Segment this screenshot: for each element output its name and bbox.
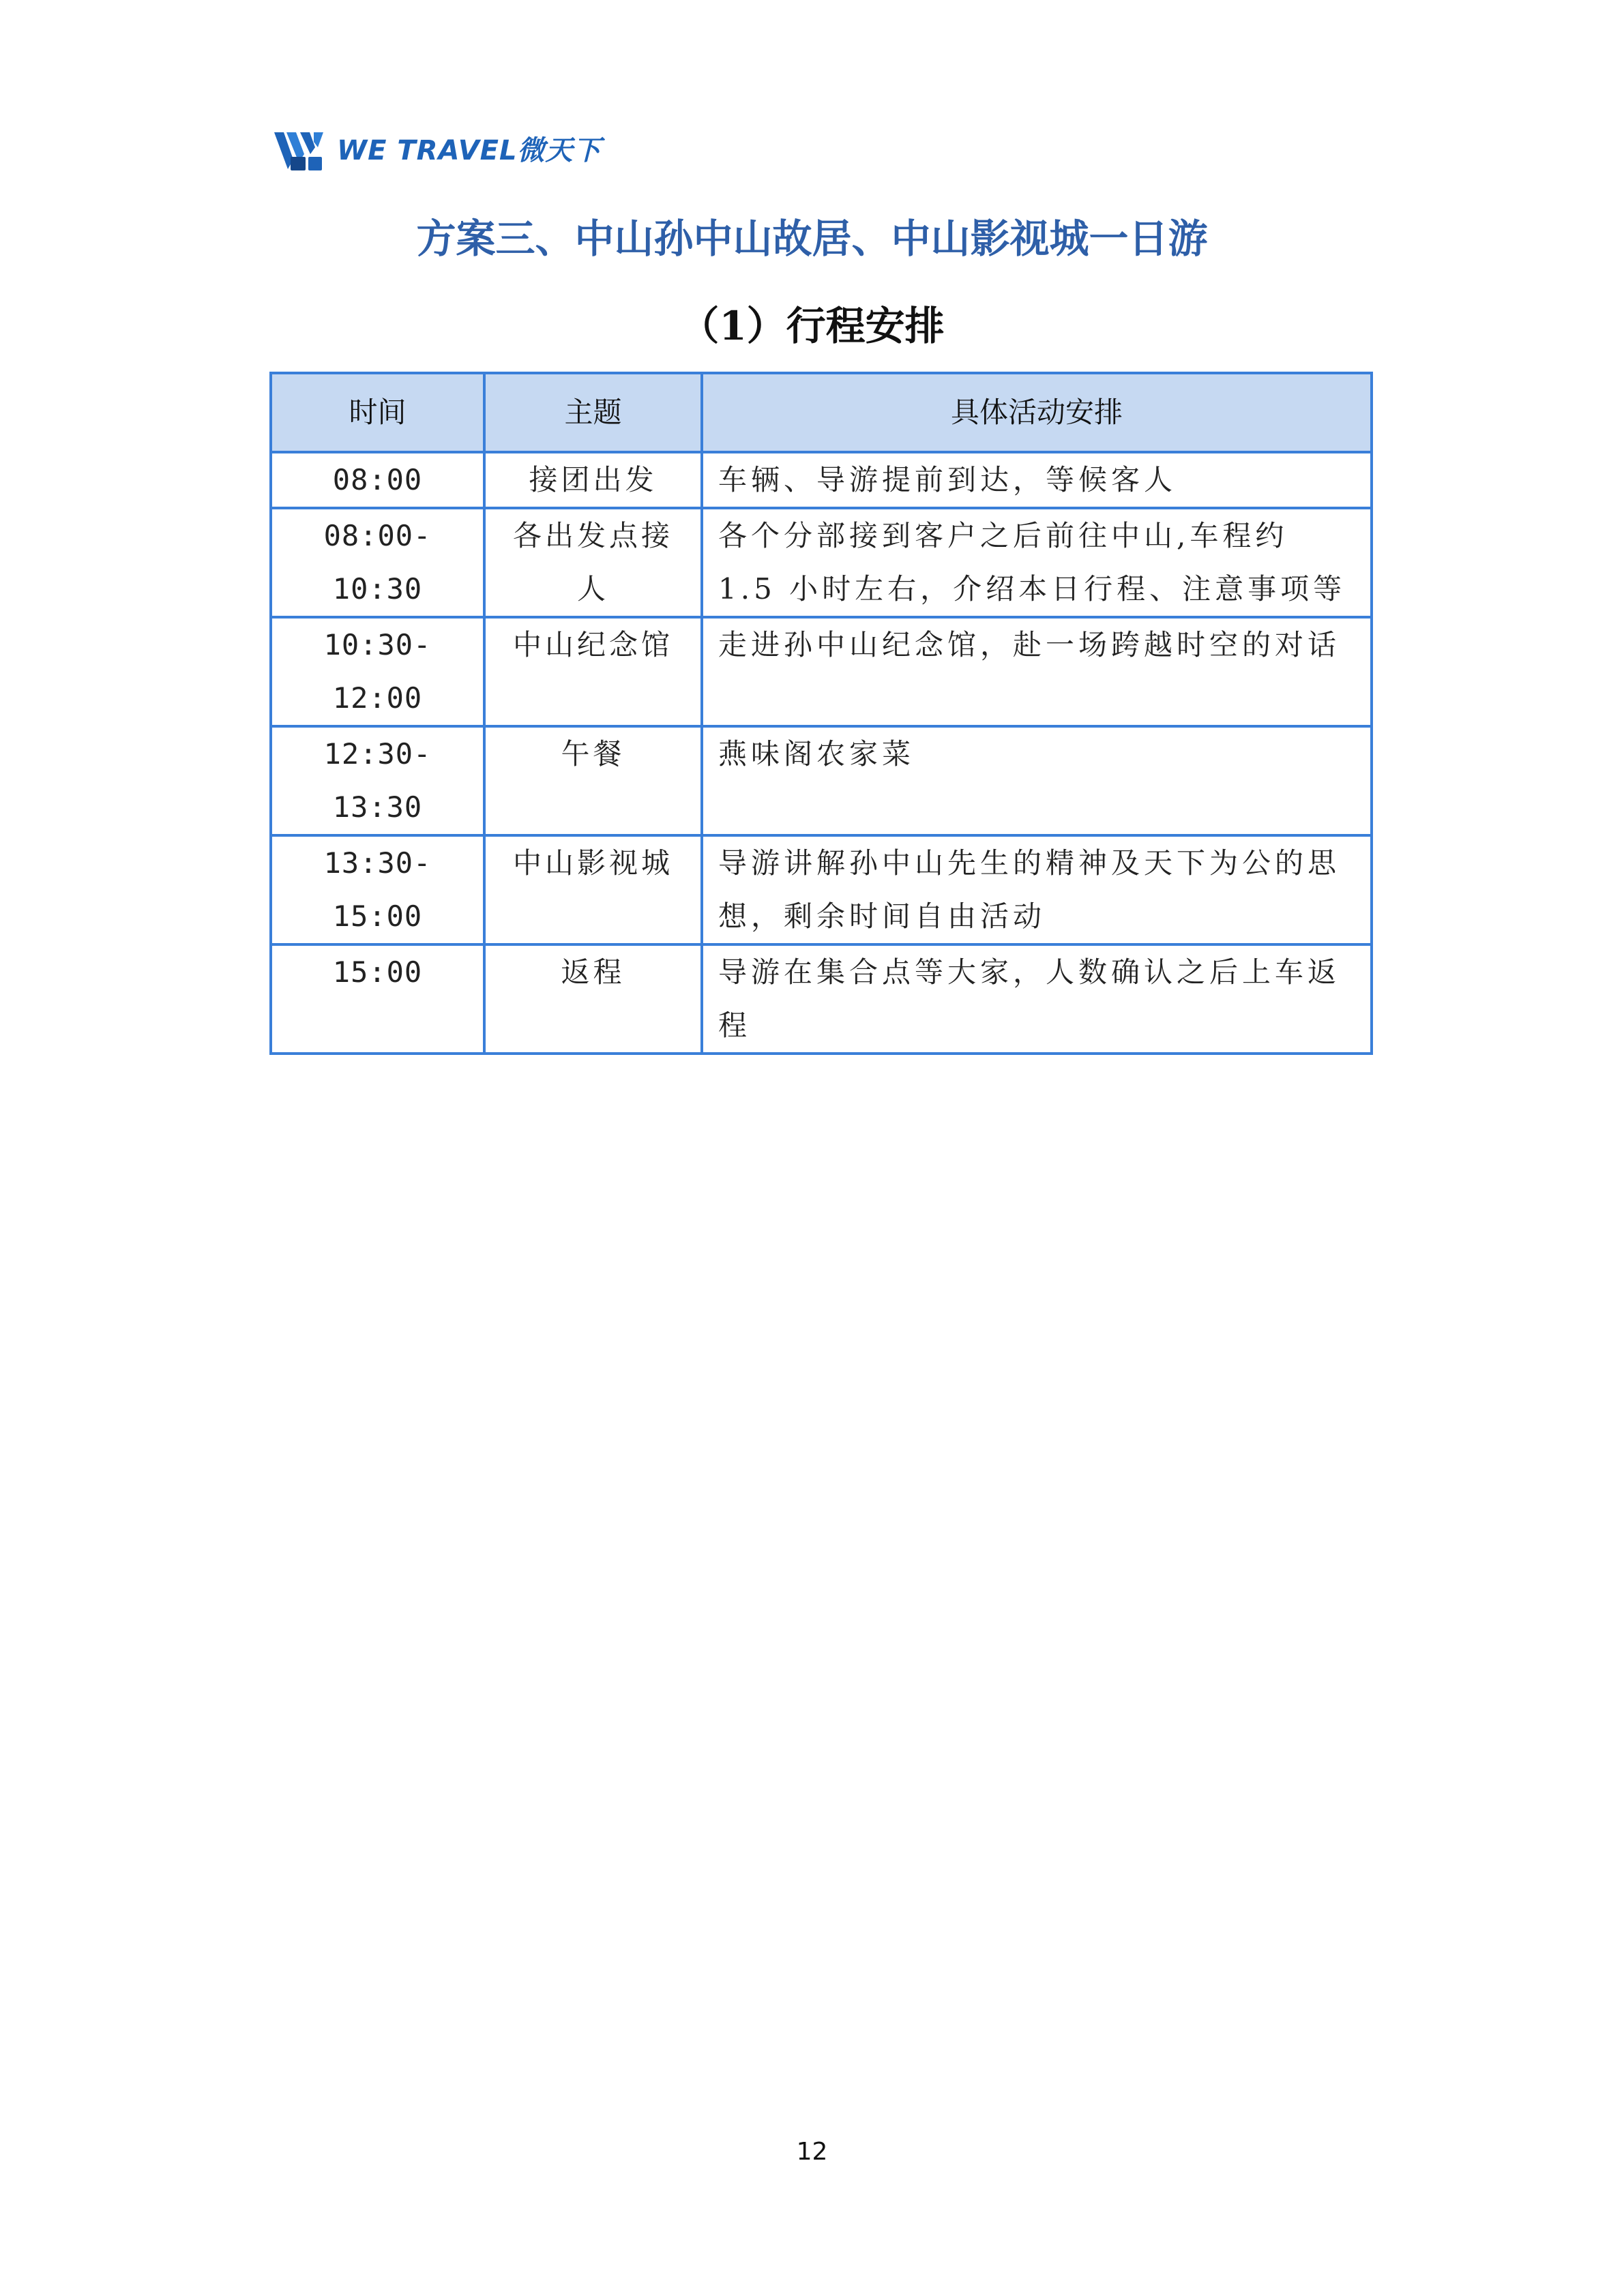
row-topic: 接团出发 <box>484 452 702 508</box>
row-topic: 返程 <box>484 944 702 1054</box>
row-time: 08:00-10:30 <box>271 508 484 617</box>
header-topic: 主题 <box>484 373 702 452</box>
row-detail: 各个分部接到客户之后前往中山,车程约 1.5 小时左右，介绍本日行程、注意事项等 <box>702 508 1372 617</box>
row-time: 08:00 <box>271 452 484 508</box>
table-row <box>271 835 1372 944</box>
page-title: 方案三、中山孙中山故居、中山影视城一日游 <box>416 215 1208 262</box>
we-travel-logo-icon <box>273 127 333 175</box>
table-row <box>271 944 1372 1054</box>
page-number: 12 <box>796 2138 828 2166</box>
row-time: 15:00 <box>271 944 484 1054</box>
itinerary-table <box>269 372 1373 1055</box>
table-row <box>271 452 1372 508</box>
header-detail: 具体活动安排 <box>702 373 1372 452</box>
row-detail: 导游讲解孙中山先生的精神及天下为公的思想，剩余时间自由活动 <box>702 835 1372 944</box>
table-header-row <box>271 373 1372 452</box>
row-detail: 导游在集合点等大家，人数确认之后上车返程 <box>702 944 1372 1054</box>
section-title: （1）行程安排 <box>679 303 945 349</box>
table-row <box>271 508 1372 617</box>
row-topic: 各出发点接人 <box>484 508 702 617</box>
row-topic: 中山影视城 <box>484 835 702 944</box>
row-topic: 午餐 <box>484 726 702 835</box>
brand-logo <box>273 127 601 175</box>
table-row <box>271 726 1372 835</box>
row-time: 12:30-13:30 <box>271 726 484 835</box>
row-detail: 走进孙中山纪念馆，赴一场跨越时空的对话 <box>702 617 1372 726</box>
row-time: 13:30-15:00 <box>271 835 484 944</box>
header-time: 时间 <box>271 373 484 452</box>
logo-text: WE TRAVEL微天下 <box>337 135 602 166</box>
row-detail: 燕味阁农家菜 <box>702 726 1372 835</box>
row-detail: 车辆、导游提前到达，等候客人 <box>702 452 1372 508</box>
row-time: 10:30-12:00 <box>271 617 484 726</box>
table-row <box>271 617 1372 726</box>
row-topic: 中山纪念馆 <box>484 617 702 726</box>
